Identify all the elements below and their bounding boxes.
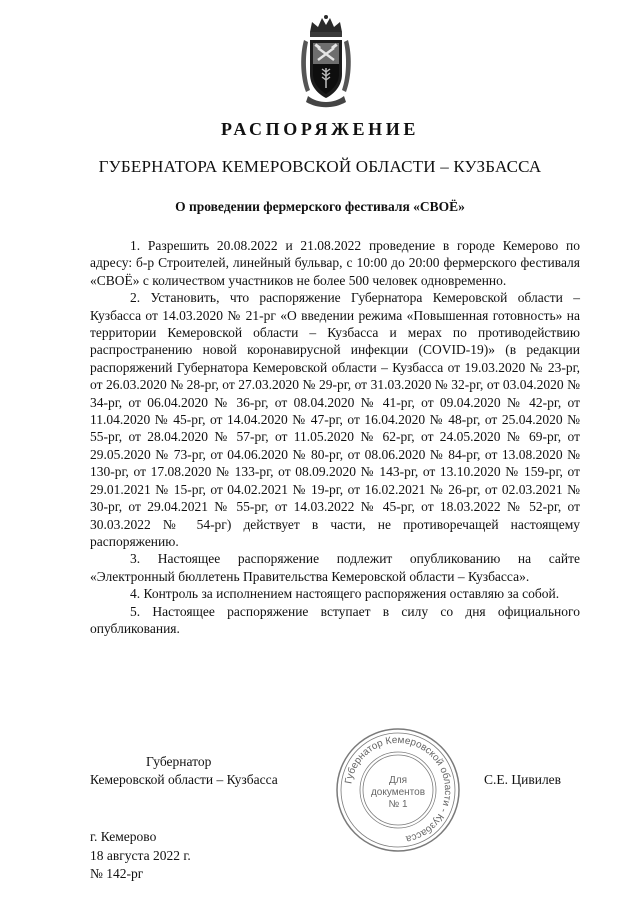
official-stamp xyxy=(333,725,463,855)
signatory-role-line-2: Кемеровской области – Кузбасса xyxy=(90,772,278,787)
stamp-center-line-2: документов xyxy=(370,787,426,798)
issue-date: 18 августа 2022 г. xyxy=(90,848,191,863)
paragraph-5: 5. Настоящее распоряжение вступает в силу со дня официального опубликования. xyxy=(90,603,580,636)
kuzbass-coat-of-arms-icon xyxy=(298,14,354,110)
document-type-heading: РАСПОРЯЖЕНИЕ xyxy=(221,119,419,139)
signatory-role-line-1: Губернатор xyxy=(146,754,212,769)
issuer-heading: ГУБЕРНАТОРА КЕМЕРОВСКОЙ ОБЛАСТИ – КУЗБАССА xyxy=(98,157,542,176)
signatory-name: С.Е. Цивилев xyxy=(484,772,562,787)
document-subject: О проведении фермерского фестиваля «СВОЁ» xyxy=(175,199,465,214)
stamp-center-line-1: Для xyxy=(388,775,408,786)
stamp-ring-text: Губернатор Кемеровской области - Кузбасса xyxy=(343,734,454,845)
paragraph-1: 1. Разрешить 20.08.2022 и 21.08.2022 проведение в городе Кемерово по адресу: б-р Строителей, линейный бульвар, с 10:00 до 20:00 фермерского фестиваля «СВОЁ» с количеством участников не более 500 человек одновременно. xyxy=(90,238,580,288)
issue-place: г. Кемерово xyxy=(90,829,157,844)
document-number: № 142-рг xyxy=(90,866,144,881)
paragraph-4: 4. Контроль за исполнением настоящего распоряжения оставляю за собой. xyxy=(130,586,560,602)
paragraph-2: 2. Установить, что распоряжение Губернатора Кемеровской области – Кузбасса от 14.03.2020 № 21-рг «О введении режима «Повышенная готовность» на территории Кемеровской области – Кузбасса и мерах по противодействию распространению новой коронавирусной инфекции (COVID-19)» (в редакции распоряжений Губернатора Кемеровской области – Кузбасса от 19.03.2020 № 23-рг, от 26.03.2020 № 28-рг, от 27.03.2020 № 29-рг, от 31.03.2020 № 32-рг, от 03.04.2020 № 34-рг, от 06.04.2020 № 36-рг, от 08.04.2020 № 41-рг, от 09.04.2020 № 42-рг, от 11.04.2020 № 45-рг, от 14.04.2020 № 47-рг, от 16.04.2020 № 48-рг, от 25.04.2020 № 55-рг, от 28.04.2020 № 57-рг, от 11.05.2020 № 62-рг, от 24.05.2020 № 69-рг, от 29.05.2020 № 73-рг, от 04.06.2020 № 80-рг, от 08.06.2020 № 84-рг, от 13.08.2020 № 130-рг, от 17.08.2020 № 133-рг, от 08.09.2020 № 143-рг, от 13.10.2020 № 159-рг, от 29.01.2021 № 15-рг, от 04.02.2021 № 19-рг, от 16.02.2021 № 26-рг, от 02.03.2021 № 30-рг, от 29.04.2021 № 55-рг, от 14.03.2022 № 45-рг, от 18.03.2022 № 52-рг, от 30.03.2022 № 54-рг) действует в части, не противоречащей настоящему распоряжению. xyxy=(90,290,580,549)
paragraph-3: 3. Настоящее распоряжение подлежит опубликованию на сайте «Электронный бюллетень Правительства Кемеровской области – Кузбасса». xyxy=(90,551,580,584)
stamp-center-line-3: № 1 xyxy=(388,799,408,810)
document-body xyxy=(90,237,580,637)
